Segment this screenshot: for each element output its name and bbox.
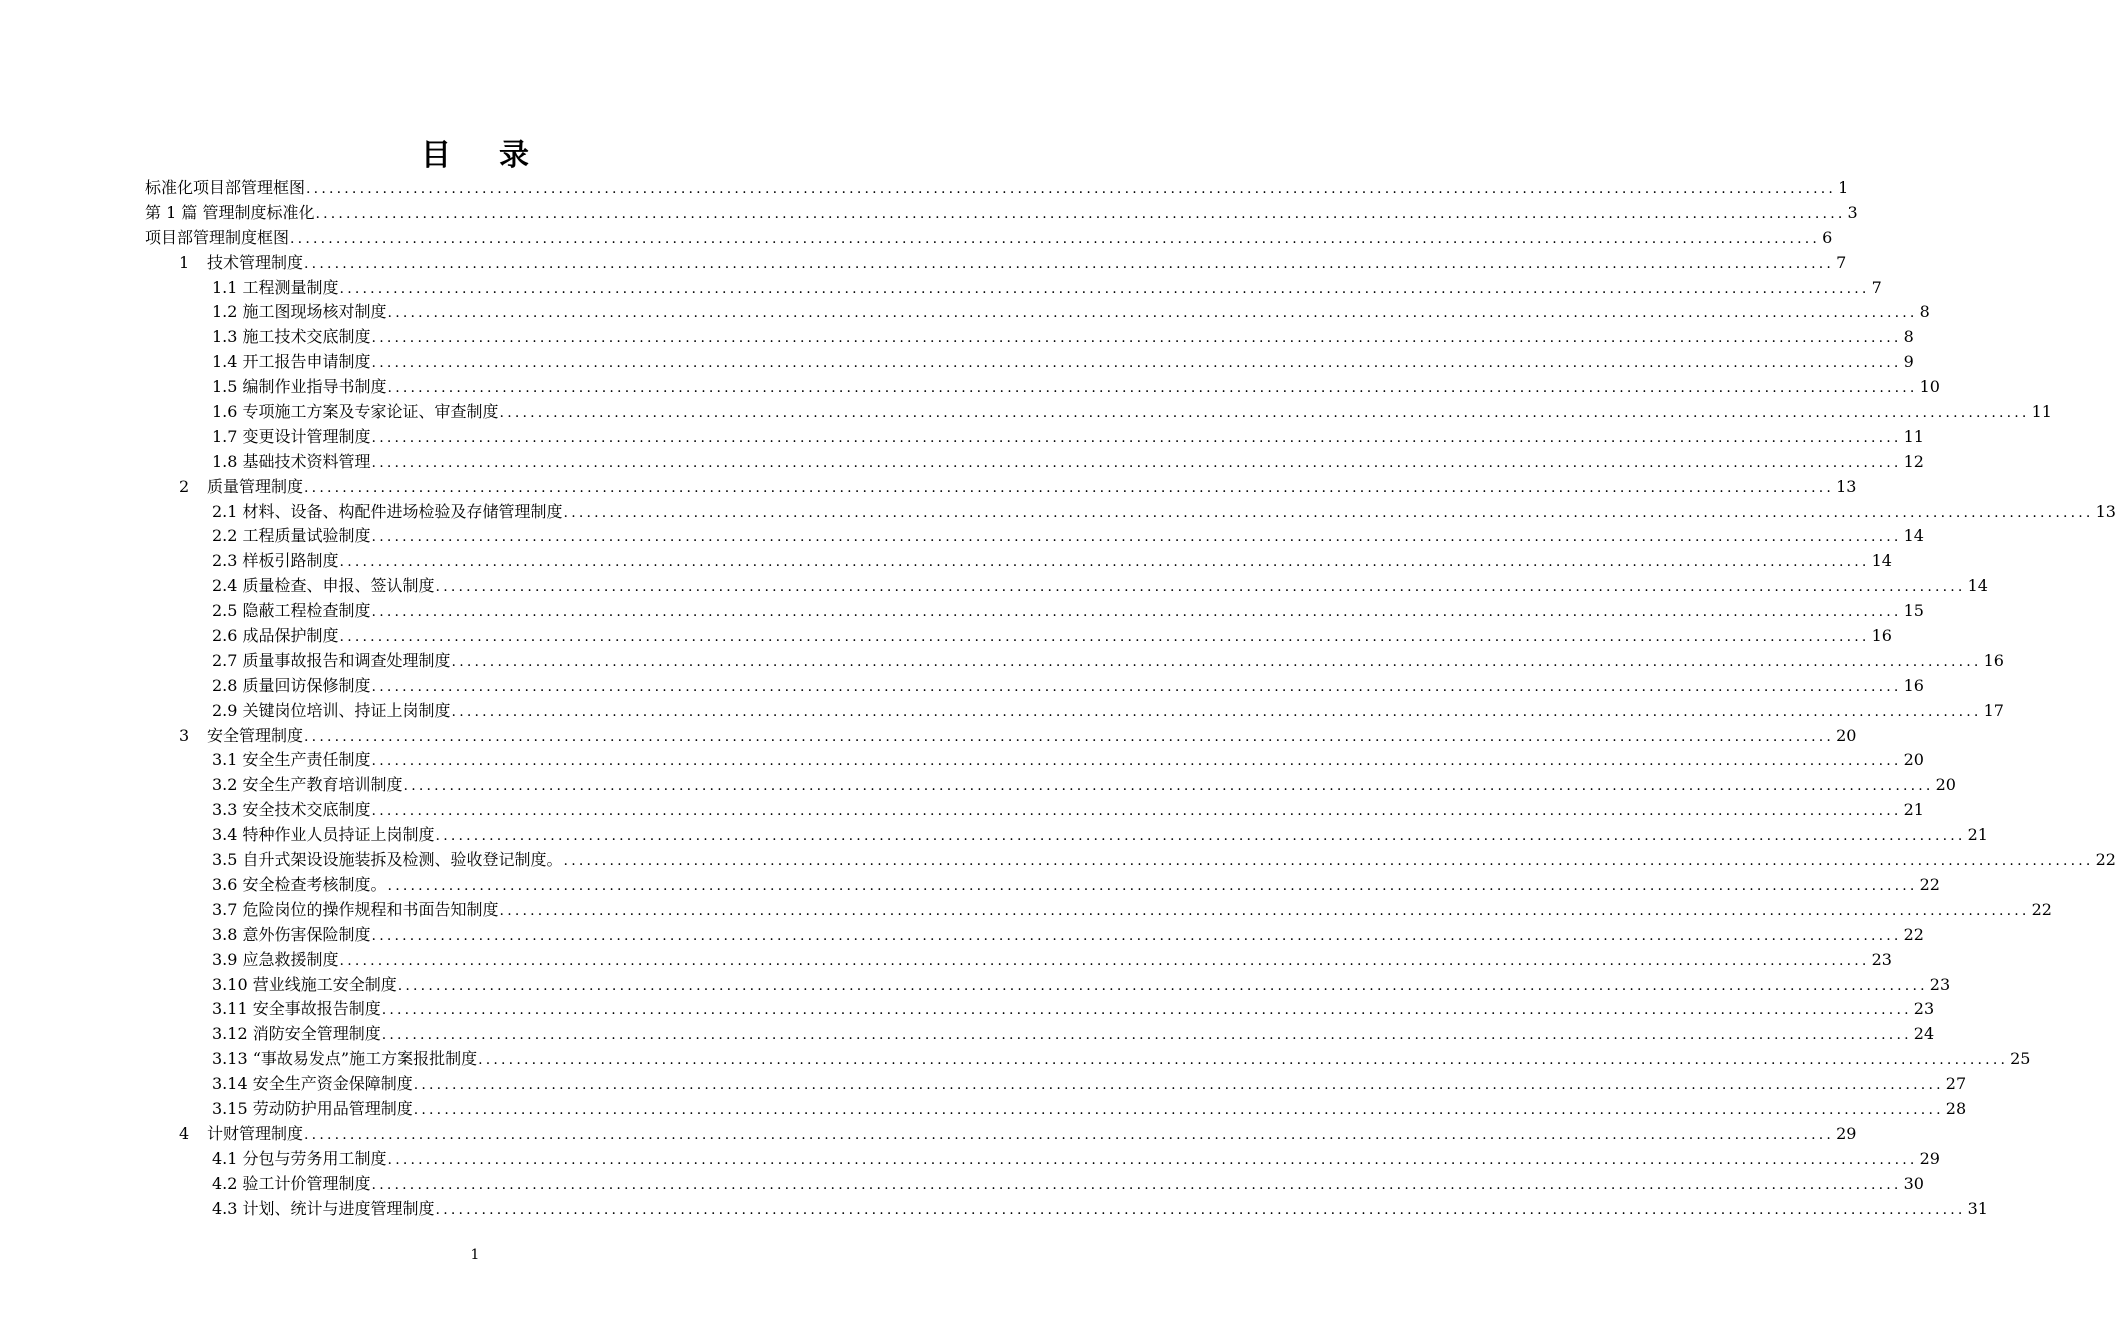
toc-dot-leader: ........................................................................................................................................................................................................	[371, 355, 1902, 372]
toc-entry-label: 1.7 变更设计管理制度	[212, 426, 371, 446]
toc-entry[interactable]	[145, 300, 1930, 325]
toc-entry-page: 25	[2010, 1049, 2031, 1069]
toc-dot-leader: ........................................................................................................................................................................................................	[499, 902, 2030, 919]
toc-dot-leader: ........................................................................................................................................................................................................	[371, 604, 1902, 621]
page-title-part2: 录	[499, 138, 529, 173]
toc-entry-page: 14	[1871, 551, 1892, 571]
toc-entry-number: 1	[179, 252, 190, 272]
toc-dot-leader: ........................................................................................................................................................................................................	[563, 504, 2094, 521]
toc-entry-label: 3.4 特种作业人员持证上岗制度	[212, 825, 435, 845]
toc-entry-text: 技术管理制度	[207, 252, 304, 272]
toc-entry-label: 1.1 工程测量制度	[212, 277, 339, 297]
toc-entry-label: 2.6 成品保护制度	[212, 626, 339, 646]
toc-entry-page: 10	[1919, 377, 1940, 397]
toc-entry-label: 4.3 计划、统计与进度管理制度	[212, 1198, 435, 1218]
toc-entry-page: 30	[1903, 1173, 1924, 1193]
toc-entry-page: 3	[1847, 202, 1858, 222]
toc-entry-page: 31	[1967, 1198, 1988, 1218]
toc-dot-leader: ........................................................................................................................................................................................................	[499, 405, 2030, 422]
toc-entry-page: 23	[1929, 974, 1951, 994]
toc-entry[interactable]	[145, 276, 1882, 301]
toc-dot-leader: ........................................................................................................................................................................................................	[563, 853, 2094, 870]
toc-dot-leader: ........................................................................................................................................................................................................	[371, 678, 1902, 695]
toc-entry[interactable]	[145, 649, 2004, 674]
toc-entry-page: 24	[1913, 1024, 1935, 1044]
toc-dot-leader: ........................................................................................................................................................................................................	[304, 255, 1835, 272]
toc-entry[interactable]	[145, 923, 1924, 948]
page-title-part1: 目	[421, 138, 451, 173]
toc-entry-text: 质量管理制度	[207, 476, 304, 496]
toc-entry-page: 8	[1919, 302, 1930, 322]
toc-entry[interactable]	[145, 226, 1833, 251]
toc-entry[interactable]	[145, 699, 2004, 724]
toc-entry-page: 22	[1919, 874, 1940, 894]
toc-entry-page: 11	[1903, 426, 1924, 446]
toc-entry[interactable]	[145, 1122, 1857, 1147]
toc-entry-label: 1.2 施工图现场核对制度	[212, 302, 387, 322]
toc-entry-page: 13	[2095, 501, 2116, 521]
toc-entry-label: 2.5 隐蔽工程检查制度	[212, 601, 371, 621]
toc-entry-label	[179, 475, 303, 500]
toc-entry[interactable]	[145, 400, 2052, 425]
toc-entry-number: 4	[179, 1123, 190, 1143]
toc-entry-label: 标准化项目部管理框图	[145, 178, 306, 197]
toc-entry-label: 1.3 施工技术交底制度	[212, 327, 371, 347]
toc-entry[interactable]	[145, 724, 1857, 749]
toc-entry-label: 3.12 消防安全管理制度	[212, 1024, 381, 1044]
toc-entry-page: 27	[1945, 1074, 1967, 1094]
toc-entry[interactable]	[145, 948, 1892, 973]
toc-entry-label: 3.2 安全生产教育培训制度	[212, 775, 403, 795]
toc-dot-leader: ........................................................................................................................................................................................................	[435, 828, 1966, 845]
toc-entry-page: 21	[1903, 800, 1924, 820]
toc-entry-text: 安全管理制度	[207, 725, 304, 745]
toc-entry[interactable]	[145, 798, 1924, 823]
toc-dot-leader: ........................................................................................................................................................................................................	[371, 454, 1902, 471]
toc-entry-page: 11	[2031, 402, 2052, 422]
toc-entry[interactable]	[145, 1072, 1967, 1097]
toc-entry-label: 项目部管理制度框图	[145, 227, 290, 247]
toc-entry-page: 23	[1871, 949, 1892, 969]
toc-entry[interactable]	[145, 848, 2116, 873]
toc-entry-label: 3.5 自升式架设设施装拆及检测、验收登记制度。	[212, 850, 563, 870]
toc-dot-leader: ........................................................................................................................................................................................................	[397, 977, 1928, 994]
toc-entry-label: 1.8 基础技术资料管理	[212, 451, 371, 471]
toc-entry-label: 2.4 质量检查、申报、签认制度	[212, 576, 435, 596]
toc-dot-leader: ........................................................................................................................................................................................................	[413, 1077, 1944, 1094]
toc-entry-label: 2.9 关键岗位培训、持证上岗制度	[212, 700, 451, 720]
toc-entry[interactable]	[145, 450, 1924, 475]
table-of-contents	[145, 176, 2116, 1221]
toc-dot-leader: ........................................................................................................................................................................................................	[371, 927, 1902, 944]
toc-dot-leader: ........................................................................................................................................................................................................	[381, 1002, 1912, 1019]
toc-entry[interactable]	[145, 773, 1956, 798]
toc-entry-page: 22	[2031, 899, 2052, 919]
toc-entry[interactable]	[145, 997, 1935, 1022]
toc-dot-leader: ........................................................................................................................................................................................................	[371, 429, 1902, 446]
toc-entry[interactable]	[145, 574, 1988, 599]
toc-entry-label: 2.3 样板引路制度	[212, 551, 339, 571]
toc-entry-page: 29	[1836, 1123, 1857, 1143]
toc-entry-label: 3.9 应急救援制度	[212, 949, 339, 969]
toc-dot-leader: ........................................................................................................................................................................................................	[387, 1151, 1918, 1168]
toc-entry-page: 20	[1935, 775, 1956, 795]
toc-entry[interactable]	[145, 524, 1924, 549]
toc-dot-leader: ........................................................................................................................................................................................................	[304, 728, 1835, 745]
toc-entry-page: 13	[1836, 476, 1857, 496]
toc-entry-page: 14	[1903, 526, 1924, 546]
toc-entry[interactable]	[145, 475, 1857, 500]
toc-entry-page: 29	[1919, 1148, 1940, 1168]
toc-entry[interactable]	[145, 898, 2052, 923]
toc-entry[interactable]	[145, 624, 1892, 649]
toc-entry-label: 2.7 质量事故报告和调查处理制度	[212, 650, 451, 670]
toc-dot-leader: ........................................................................................................................................................................................................	[387, 877, 1918, 894]
toc-entry-page: 7	[1871, 277, 1882, 297]
toc-entry-page: 22	[1903, 924, 1924, 944]
toc-entry[interactable]	[145, 1197, 1988, 1222]
toc-entry-page: 28	[1945, 1098, 1967, 1118]
toc-entry[interactable]	[145, 549, 1892, 574]
toc-entry-label	[179, 251, 303, 276]
toc-entry[interactable]	[145, 251, 1847, 276]
page-title	[0, 130, 950, 174]
toc-entry[interactable]	[145, 1097, 1967, 1122]
toc-entry-label: 3.11 安全事故报告制度	[212, 999, 381, 1019]
toc-entry-label	[179, 1122, 303, 1147]
toc-entry-label: 3.15 劳动防护用品管理制度	[212, 1098, 413, 1118]
toc-entry-number: 2	[179, 476, 190, 496]
toc-dot-leader: ........................................................................................................................................................................................................	[339, 952, 1870, 969]
toc-dot-leader: ........................................................................................................................................................................................................	[306, 181, 1837, 197]
toc-entry-page: 23	[1913, 999, 1935, 1019]
toc-dot-leader: ........................................................................................................................................................................................................	[387, 380, 1918, 397]
toc-entry-page: 17	[1983, 700, 2004, 720]
toc-entry-label: 3.8 意外伤害保险制度	[212, 924, 371, 944]
toc-entry[interactable]	[145, 500, 2116, 525]
toc-dot-leader: ........................................................................................................................................................................................................	[371, 529, 1902, 546]
toc-entry-page: 12	[1903, 451, 1924, 471]
toc-entry-label: 3.1 安全生产责任制度	[212, 750, 371, 770]
toc-dot-leader: ........................................................................................................................................................................................................	[451, 703, 1982, 720]
page-number: 1	[470, 1247, 480, 1263]
toc-dot-leader: ........................................................................................................................................................................................................	[304, 479, 1835, 496]
toc-entry[interactable]	[145, 176, 1849, 201]
toc-entry[interactable]	[145, 1147, 1940, 1172]
toc-dot-leader: ........................................................................................................................................................................................................	[371, 1176, 1902, 1193]
toc-dot-leader: ........................................................................................................................................................................................................	[435, 1201, 1966, 1218]
toc-entry-label: 1.5 编制作业指导书制度	[212, 377, 387, 397]
toc-entry-page: 1	[1838, 178, 1849, 197]
toc-entry-page: 7	[1836, 252, 1847, 272]
toc-entry-label: 1.4 开工报告申请制度	[212, 352, 371, 372]
toc-entry-page: 21	[1967, 825, 1988, 845]
toc-entry-label: 3.6 安全检查考核制度。	[212, 874, 387, 894]
toc-dot-leader: ........................................................................................................................................................................................................	[371, 330, 1902, 347]
toc-entry[interactable]	[145, 973, 1951, 998]
toc-entry-page: 20	[1903, 750, 1924, 770]
toc-entry-label: 4.2 验工计价管理制度	[212, 1173, 371, 1193]
toc-entry[interactable]	[145, 674, 1924, 699]
toc-entry[interactable]	[145, 350, 1914, 375]
toc-entry-page: 16	[1903, 675, 1924, 695]
toc-dot-leader: ........................................................................................................................................................................................................	[371, 753, 1902, 770]
toc-dot-leader: ........................................................................................................................................................................................................	[403, 778, 1934, 795]
toc-entry-page: 16	[1983, 650, 2004, 670]
toc-dot-leader: ........................................................................................................................................................................................................	[315, 205, 1846, 222]
toc-dot-leader: ........................................................................................................................................................................................................	[304, 1126, 1835, 1143]
toc-entry-label: 1.6 专项施工方案及专家论证、审查制度	[212, 402, 499, 422]
toc-entry[interactable]	[145, 748, 1924, 773]
toc-entry-number: 3	[179, 725, 190, 745]
toc-entry[interactable]	[145, 375, 1940, 400]
toc-entry[interactable]	[145, 1047, 2031, 1072]
toc-entry-page: 16	[1871, 626, 1892, 646]
toc-entry[interactable]	[145, 201, 1858, 226]
toc-entry-page: 15	[1903, 601, 1924, 621]
toc-entry-label: 2.1 材料、设备、构配件进场检验及存储管理制度	[212, 501, 563, 521]
toc-entry-label: 3.7 危险岗位的操作规程和书面告知制度	[212, 899, 499, 919]
toc-entry-page: 20	[1836, 725, 1857, 745]
toc-dot-leader: ........................................................................................................................................................................................................	[381, 1027, 1912, 1044]
toc-entry[interactable]	[145, 1172, 1924, 1197]
toc-entry-label: 3.14 安全生产资金保障制度	[212, 1074, 413, 1094]
toc-entry-label: 2.2 工程质量试验制度	[212, 526, 371, 546]
toc-entry[interactable]	[145, 425, 1924, 450]
toc-dot-leader: ........................................................................................................................................................................................................	[387, 305, 1918, 322]
toc-entry-label: 4.1 分包与劳务用工制度	[212, 1148, 387, 1168]
toc-entry-page: 6	[1822, 227, 1833, 247]
toc-entry-page: 22	[2095, 850, 2116, 870]
toc-entry[interactable]	[145, 325, 1914, 350]
toc-entry[interactable]	[145, 1022, 1935, 1047]
toc-entry-page: 14	[1967, 576, 1988, 596]
toc-dot-leader: ........................................................................................................................................................................................................	[339, 280, 1870, 297]
toc-entry-label	[179, 724, 303, 749]
toc-dot-leader: ........................................................................................................................................................................................................	[339, 554, 1870, 571]
toc-dot-leader: ........................................................................................................................................................................................................	[451, 653, 1982, 670]
toc-entry-label: 2.8 质量回访保修制度	[212, 675, 371, 695]
toc-entry[interactable]	[145, 599, 1924, 624]
toc-entry-text: 计财管理制度	[207, 1123, 304, 1143]
toc-dot-leader: ........................................................................................................................................................................................................	[413, 1101, 1944, 1118]
toc-entry-page: 8	[1903, 327, 1914, 347]
toc-entry-label: 3.10 营业线施工安全制度	[212, 974, 397, 994]
toc-dot-leader: ........................................................................................................................................................................................................	[339, 629, 1870, 646]
toc-dot-leader: ........................................................................................................................................................................................................	[435, 579, 1966, 596]
toc-dot-leader: ........................................................................................................................................................................................................	[290, 230, 1821, 247]
toc-entry-label: 3.13 “事故易发点”施工方案报批制度	[212, 1049, 478, 1069]
toc-entry-label: 第 1 篇 管理制度标准化	[145, 202, 315, 222]
toc-entry-label: 3.3 安全技术交底制度	[212, 800, 371, 820]
toc-entry-page: 9	[1903, 352, 1914, 372]
toc-entry[interactable]	[145, 873, 1940, 898]
toc-dot-leader: ........................................................................................................................................................................................................	[371, 803, 1902, 820]
toc-entry[interactable]	[145, 823, 1988, 848]
toc-dot-leader: ........................................................................................................................................................................................................	[478, 1052, 2009, 1069]
